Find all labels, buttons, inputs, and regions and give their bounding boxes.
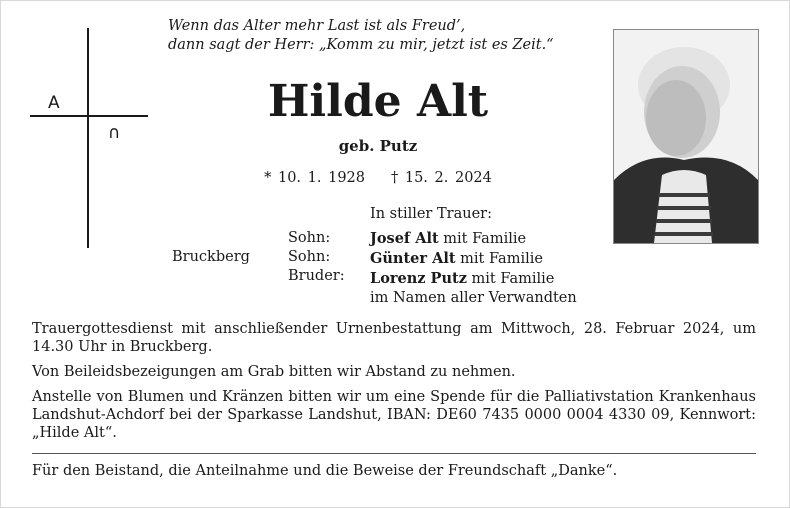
life-dates xyxy=(168,170,588,186)
mourner-name: Lorenz Putz xyxy=(370,270,467,287)
verse-line: dann sagt der Herr: „Komm zu mir, jetzt ist es Zeit.“ xyxy=(168,37,554,53)
mourner-suffix: mit Familie xyxy=(455,251,543,267)
mourner-role: Bruder: xyxy=(288,268,345,284)
mourner-place: Bruckberg xyxy=(172,249,250,265)
verse-line: Wenn das Alter mehr Last ist als Freud’, xyxy=(168,18,466,34)
death-date: † 15. 2. 2024 xyxy=(391,170,492,186)
divider xyxy=(32,453,756,454)
mourner-role: Sohn: xyxy=(288,249,331,265)
service-info: Trauergottesdienst mit anschließender Urnenbestattung am Mittwoch, 28. Februar 2024, um 14.30 Uhr in Bruckberg. xyxy=(32,321,756,355)
mourner-closing: im Namen aller Verwandten xyxy=(370,290,577,306)
mourner-row xyxy=(370,249,577,269)
mourner-roles xyxy=(288,229,345,286)
mourning-intro: In stiller Trauer: xyxy=(370,206,492,222)
mourner-name: Josef Alt xyxy=(370,230,439,247)
verse xyxy=(168,17,598,55)
mourner-name: Günter Alt xyxy=(370,250,456,267)
portrait-photo xyxy=(613,29,759,244)
mourner-role: Sohn: xyxy=(288,230,331,246)
mourner-names xyxy=(370,205,577,308)
birth-date: * 10. 1. 1928 xyxy=(264,170,365,186)
omega-symbol: ∩ xyxy=(108,123,121,143)
donation-info: Anstelle von Blumen und Kränzen bitten wir um eine Spende für die Palliativstation Krankenhaus Landshut-Achdorf bei der Sparkasse Landshut, IBAN: DE60 7435 0000 0004 4330 09, Kennwort: „Hilde Alt“. xyxy=(32,389,756,441)
cross-icon xyxy=(30,28,148,248)
notice-body xyxy=(32,320,756,449)
mourner-suffix: mit Familie xyxy=(438,231,527,247)
mourner-row xyxy=(370,229,577,249)
alpha-symbol: A xyxy=(48,93,60,113)
mourner-suffix: mit Familie xyxy=(466,271,555,287)
mourner-row xyxy=(370,269,577,289)
condolence-note: Von Beileidsbezeigungen am Grab bitten wir Abstand zu nehmen. xyxy=(32,364,516,380)
deceased-name: Hilde Alt xyxy=(267,76,489,127)
birth-name: geb. Putz xyxy=(338,137,418,155)
thanks-line: Für den Beistand, die Anteilnahme und die Beweise der Freundschaft „Danke“. xyxy=(32,463,618,479)
